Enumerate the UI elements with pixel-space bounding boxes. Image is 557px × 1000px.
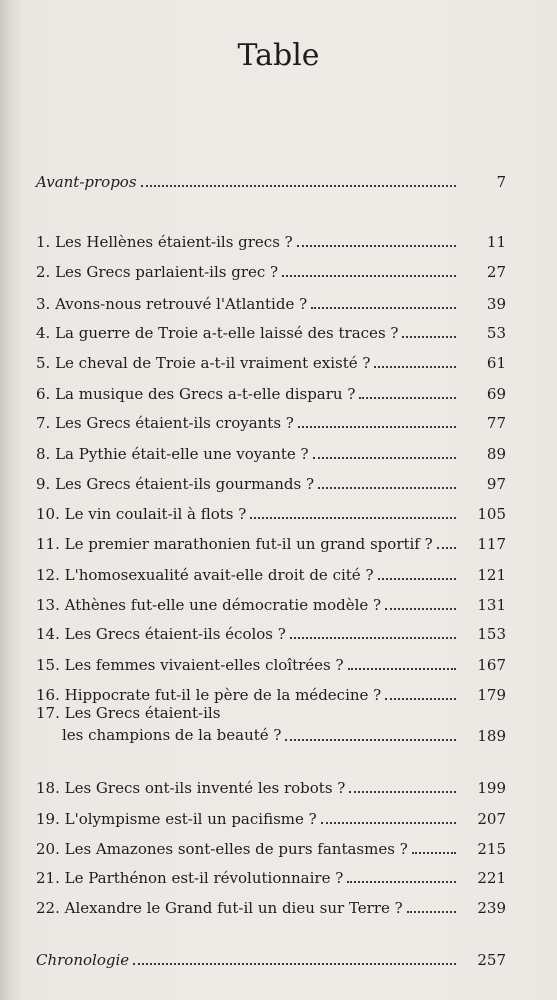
toc-page-number: 53 — [486, 324, 506, 342]
toc-label: 21. Le Parthénon est-il révolutionnaire ? — [36, 869, 344, 887]
dot-leader — [297, 245, 456, 247]
toc-entry — [36, 829, 506, 859]
dot-leader — [311, 307, 456, 309]
toc-page-number: 27 — [486, 263, 506, 281]
toc-entry — [36, 614, 506, 644]
toc-label — [36, 702, 281, 746]
toc-entry — [36, 374, 506, 404]
toc-page-number: 11 — [486, 233, 506, 251]
dot-leader — [321, 822, 456, 824]
toc-label-line: 17. Les Grecs étaient-ils — [36, 704, 221, 722]
toc-label: 14. Les Grecs étaient-ils écolos ? — [36, 625, 286, 643]
toc-page-number: 215 — [477, 840, 506, 858]
dot-leader — [374, 366, 456, 368]
toc-entry — [36, 494, 506, 524]
toc-page-number: 105 — [477, 505, 506, 523]
toc-label: 3. Avons-nous retrouvé l'Atlantide ? — [36, 295, 308, 313]
dot-leader — [402, 336, 456, 338]
dot-leader — [133, 963, 456, 965]
toc-page-number: 207 — [477, 810, 506, 828]
dot-leader — [359, 397, 456, 399]
toc-page-number: 239 — [477, 899, 506, 917]
toc-entry — [36, 888, 506, 918]
toc-entry — [36, 313, 506, 343]
toc-page-number: 7 — [496, 173, 506, 191]
dot-leader — [298, 426, 456, 428]
toc-label: 7. Les Grecs étaient-ils croyants ? — [36, 414, 294, 432]
toc-label: 4. La guerre de Troie a-t-elle laissé des traces ? — [36, 324, 399, 342]
dot-leader — [437, 547, 456, 549]
toc-label: 10. Le vin coulait-il à flots ? — [36, 505, 247, 523]
toc-page-number: 77 — [486, 414, 506, 432]
toc-label: 2. Les Grecs parlaient-ils grec ? — [36, 263, 279, 281]
toc-label: 1. Les Hellènes étaient-ils grecs ? — [36, 233, 293, 251]
toc-entry — [36, 858, 506, 888]
toc-entry — [36, 343, 506, 373]
toc-page-number: 257 — [477, 951, 506, 969]
toc-label: 15. Les femmes vivaient-elles cloîtrées ? — [36, 656, 344, 674]
toc-entry — [36, 403, 506, 433]
toc-page-number: 221 — [477, 869, 506, 887]
toc-entry — [36, 284, 506, 314]
toc-page-number: 167 — [477, 656, 506, 674]
toc-label: 13. Athènes fut-elle une démocratie modèle ? — [36, 596, 382, 614]
dot-leader — [385, 608, 456, 610]
dot-leader — [141, 185, 456, 187]
toc-page-number: 117 — [477, 535, 506, 553]
toc-page-number: 179 — [477, 686, 506, 704]
dot-leader — [318, 487, 456, 489]
toc-page-number: 97 — [486, 475, 506, 493]
toc-entry — [36, 768, 506, 798]
toc-label: 5. Le cheval de Troie a-t-il vraiment existé ? — [36, 354, 371, 372]
toc-entry — [36, 252, 506, 282]
toc-entry — [36, 524, 506, 554]
dot-leader — [290, 637, 456, 639]
dot-leader — [282, 275, 456, 277]
toc-page-number: 89 — [486, 445, 506, 463]
toc-page-number: 121 — [477, 566, 506, 584]
toc-entry — [36, 585, 506, 615]
dot-leader — [348, 668, 456, 670]
toc-label: 19. L'olympisme est-il un pacifisme ? — [36, 810, 317, 828]
toc-page-number: 39 — [486, 295, 506, 313]
toc-label-line: les champions de la beauté ? — [62, 726, 282, 744]
toc-page-number: 69 — [486, 385, 506, 403]
toc-label: 9. Les Grecs étaient-ils gourmands ? — [36, 475, 315, 493]
toc-label: 20. Les Amazones sont-elles de purs fantasmes ? — [36, 840, 408, 858]
toc-label: Avant-propos — [36, 173, 137, 191]
toc-entry — [36, 799, 506, 829]
dot-leader — [407, 911, 456, 913]
toc-label: 12. L'homosexualité avait-elle droit de cité ? — [36, 566, 374, 584]
toc-entry — [36, 555, 506, 585]
toc-label: 8. La Pythie était-elle une voyante ? — [36, 445, 309, 463]
dot-leader — [313, 457, 456, 459]
toc-page-number: 131 — [477, 596, 506, 614]
toc-label: Chronologie — [36, 951, 130, 969]
toc-page-number: 61 — [486, 354, 506, 372]
toc-page-number: 199 — [477, 779, 506, 797]
toc-label: 11. Le premier marathonien fut-il un grand sportif ? — [36, 535, 433, 553]
toc-entry — [36, 434, 506, 464]
dot-leader — [349, 791, 456, 793]
page-title: Table — [237, 38, 320, 73]
toc-label: 18. Les Grecs ont-ils inventé les robots ? — [36, 779, 346, 797]
dot-leader — [412, 852, 456, 854]
toc-entry-avant-propos — [36, 162, 506, 192]
toc-entry-chronologie — [36, 940, 506, 970]
toc-label: 22. Alexandre le Grand fut-il un dieu sur Terre ? — [36, 899, 403, 917]
toc-label: 16. Hippocrate fut-il le père de la médecine ? — [36, 686, 382, 704]
toc-entry — [36, 464, 506, 494]
dot-leader — [378, 578, 457, 580]
toc-label: 6. La musique des Grecs a-t-elle disparu ? — [36, 385, 356, 403]
dot-leader — [285, 739, 456, 741]
toc-page-number: 189 — [477, 727, 506, 745]
toc-entry — [36, 698, 506, 746]
dot-leader — [250, 517, 456, 519]
toc-page-number: 153 — [477, 625, 506, 643]
toc-entry — [36, 645, 506, 675]
dot-leader — [347, 881, 456, 883]
toc-entry — [36, 222, 506, 252]
